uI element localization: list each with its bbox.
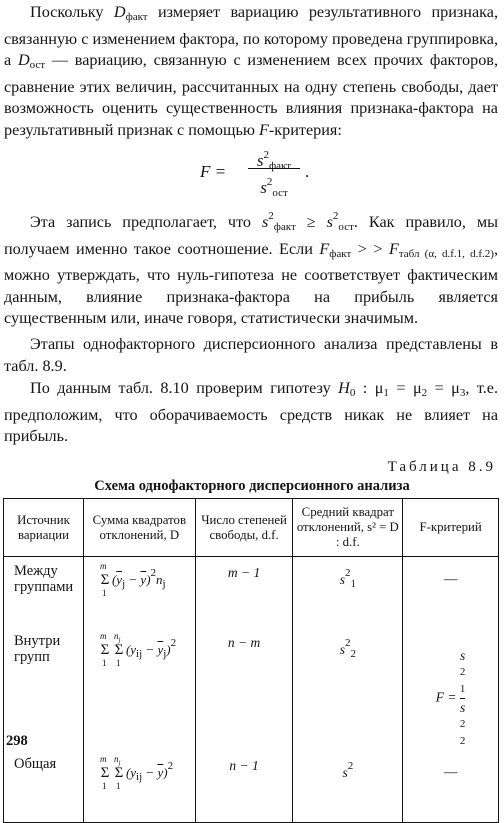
header-df: Число степеней свободы, d.f. bbox=[195, 499, 293, 557]
paragraph-stages: Этапы однофакторного дисперсионного анализа представлены в табл. 8.9. bbox=[4, 335, 498, 375]
row-df: n − 1 bbox=[195, 750, 293, 823]
header-source: Источник вариации bbox=[4, 499, 84, 557]
row-df: n − m bbox=[195, 627, 293, 750]
header-f: F-критерий bbox=[403, 499, 499, 557]
table-header-row bbox=[4, 499, 499, 557]
page-number: 298 bbox=[6, 733, 28, 749]
row-mean: $s^2_1$ bbox=[293, 557, 403, 628]
row-f: — bbox=[403, 557, 499, 628]
paragraph-anova-intro: Поскольку $D_{факт}$ измеряет вариацию результативного признака, связанную с изменением фактора, по которому проведена группировка, а $D_{ост}$ — вариацию, связанную с изменением всех прочих факторов, сравнение этих величин, рассчитанных на одну степень свободы, дает возможность оценить существенность влияния признака-фактора на результативный признак с помощью F-критерия: bbox=[4, 3, 499, 139]
sum-within-formula: Σ m 1 Σ $n_j$ 1 $(y_{ij} - \overline{y}_j)^2$ bbox=[83, 627, 195, 750]
table-title: Схема однофакторного дисперсионного анализа bbox=[94, 478, 410, 494]
paragraph-hypothesis: Эта запись предполагает, что $s^2_{факт} \ge s^2_{ост}$. Как правило, мы получаем именно такое соотношение. Если $F_{факт}$ > > $F_{табл (\alpha, d.f.1, d.f.2)}$, можно утверждать, что нуль-гипотеза не соответствует фактическим данным, влияние признака-фактора на прибыль является существенным или, иначе говоря, статистически значимым. bbox=[4, 210, 498, 327]
row-mean: $s^2$ bbox=[293, 750, 403, 823]
row-source: Между группами bbox=[4, 557, 84, 628]
row-df: m − 1 bbox=[195, 557, 293, 628]
sum-between-formula: Σ m 1 $(\overline{y}_j - \overline{y})^2n_j$ bbox=[83, 557, 195, 628]
f-criterion-formula: F = $s^2_{факт}$ $s^2_{ост}$ . bbox=[200, 149, 310, 199]
row-f-formula: F = s 2 1 s 2 2 bbox=[403, 627, 499, 750]
paragraph-test: По данным табл. 8.10 проверим гипотезу $H_0$ : $\mu_1 = \mu_2 = \mu_3$, т.е. предположим, что оборачиваемость средств никак не влияет на прибыль. bbox=[4, 379, 498, 445]
header-mean: Средний квадрат отклонений, s² = D : d.f. bbox=[293, 499, 403, 557]
header-sum: Сумма квадратов отклонений, D bbox=[83, 499, 195, 557]
table-row bbox=[4, 557, 499, 628]
row-source: Общая bbox=[4, 750, 84, 823]
table-row bbox=[4, 627, 499, 750]
row-source: Внутри групп bbox=[4, 627, 84, 750]
anova-table bbox=[3, 498, 499, 823]
row-f: — bbox=[403, 750, 499, 823]
sum-total-formula: Σ m 1 Σ $n_j$ 1 $(y_{ij} - \overline{y})^2$ bbox=[83, 750, 195, 823]
row-mean: $s^2_2$ bbox=[293, 627, 403, 750]
table-row bbox=[4, 750, 499, 823]
table-number: Таблица 8.9 bbox=[387, 459, 496, 475]
